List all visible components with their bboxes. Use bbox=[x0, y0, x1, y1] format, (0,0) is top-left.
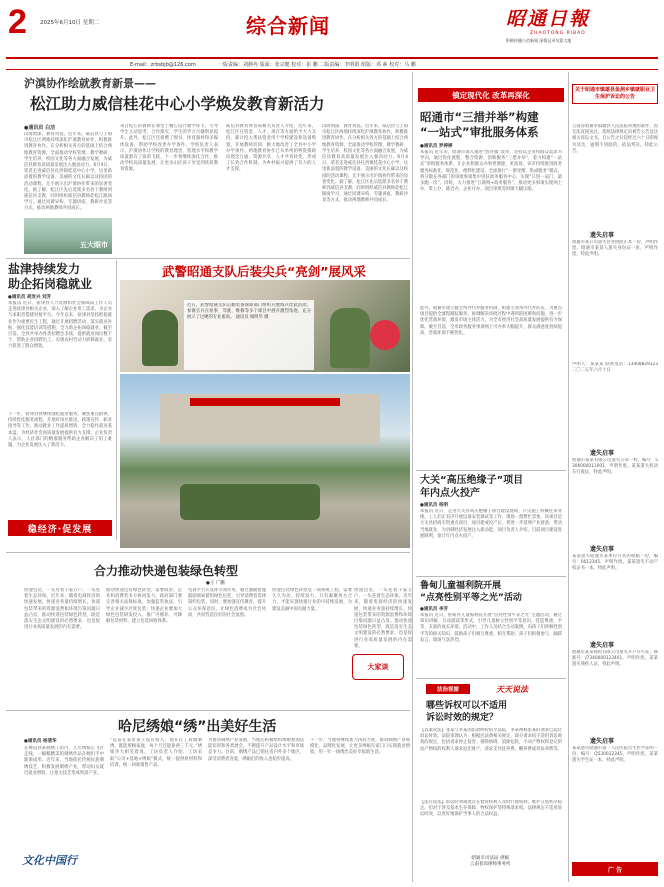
notice5-title: 遗失启事 bbox=[590, 546, 615, 553]
notice5-body: 某某遗失昭通市某单位开具的收据一份，编号：0012345，声明作废。某某遗失不动产权证书一本，特此声明。 bbox=[572, 554, 658, 572]
sidebar-byline: ●通讯员 胡发兴 刘芳 bbox=[8, 295, 52, 300]
hani-col4: 下一步，当地将继续加大扶持力度，推动刺绣产业规模化、品牌化发展，让更多绣娘在家门口实现就业增收，用一针一线绣出美好幸福新生活。 bbox=[310, 738, 410, 756]
sidebar-headline bbox=[8, 262, 116, 292]
article1-photo bbox=[24, 218, 112, 254]
right-banner bbox=[418, 88, 564, 102]
notice7-title: 遗失启事 bbox=[590, 738, 615, 745]
email-line: E-mail：zrbsbjb@126.com bbox=[130, 62, 196, 68]
masthead-rule bbox=[6, 57, 658, 59]
daguan-body: 本报讯 近日，走进大关县高压绝缘子项目建设现场，只见施工机械往来穿梭，工人们正有序开展设备安装调试等工作，现场一派繁忙景象。该项目是大关县招商引资重点项目，项目建成投产后，将进一步延伸产业链条，带动当地就业，为县域经济发展注入新动能。项目负责人介绍，目前项目建设进展顺利，预计年内点火投产。 bbox=[420, 509, 562, 539]
ludian-headline: 鲁甸儿童福利院开展 “点亮性别平等之光”活动 bbox=[420, 581, 522, 603]
article1-body-col2: 来自松江的教师在课堂上精心设计教学环节，引导学生主动思考、合作探究，学生的学习兴趣明显提升。此外，松江区还捐赠了图书、体育器材和多媒体设备，帮助学校改善办学条件。学校负责人表示，沪滇协作让学校的教育理念、管理水平和教学质量都有了质的飞跃，下一步将继续深化合作，推动学校高质量发展，让更多山区孩子享受到优质教育资源。 bbox=[120, 124, 218, 173]
law-source: 昭通市司法局 供稿 云南普洱律师事务所 bbox=[470, 856, 511, 867]
soldier-figure-2 bbox=[330, 308, 370, 368]
credits-line: 一版责编：刘静冉 版面：张宗健 校对：崔 鹏 二版责编：李明娟 组版：邓 素 校对：马 鹏 bbox=[218, 62, 416, 68]
notice6-body: 昭通市某某商贸有限公司遗失开户许可证，核准号：J7340000123401，声明作废。某某遗失残疾人证，特此声明。 bbox=[572, 650, 658, 668]
photo-feature-image-bottom bbox=[120, 374, 410, 548]
issue-date: 2025年6月10日 星期二 bbox=[40, 20, 100, 26]
culture-logo: 文化中国行 bbox=[22, 854, 77, 867]
building-sign bbox=[190, 398, 340, 406]
notice7-body: 某某遗失昭通市第一人民医院出生医学证明一份，编号：Q530012345，声明作废。某某遗失学生证一本，特此声明。 bbox=[572, 746, 658, 764]
photo-feature-caption bbox=[184, 300, 314, 370]
law-tag-text: 法治视窗 bbox=[436, 687, 459, 693]
sidebar-banner bbox=[8, 520, 112, 536]
ludian-body: 本报讯 近日，鲁甸县儿童福利院开展“点亮性别平等之光”主题活动，通过知识讲解、互动游戏等形式，引导儿童树立性别平等意识，营造尊重、平等、友爱的成长环境。活动中，工作人员结合生动案例，向孩子们讲解性别平等的相关知识，鼓励孩子们相互尊重、相互帮助，孩子们积极参与、踊跃发言，现场气氛热烈。 bbox=[420, 613, 562, 643]
express-col5: 快递包装，一头连着千家万户，一头连着生态环保。近年来，随着电商经济的快速发展，快递业务量持续增长，快递包装带来的资源浪费和环境污染问题日益凸显。推动快递包装绿色转型，既是落实生态文明建设的必然要求，也是促进行业高质量发展的内在需要。 bbox=[354, 588, 412, 649]
approval-body2: 此外，昭通市建立健全帮办代办服务机制，组建专业帮办代办队伍，为重点项目提供全流程跟踪服务，协调解决审批过程中遇到的困难和问题，进一步优化营商环境，激发市场主体活力，为全市经济社会高质量发展提供有力保障。截至目前，全市政务服务事项网上可办率大幅提升，群众满意度持续提高，营商环境不断优化。 bbox=[420, 306, 562, 336]
law-tag bbox=[426, 684, 470, 694]
masthead-thin-rule bbox=[6, 69, 658, 70]
sidebar-banner-text: 稳经济·促发展 bbox=[27, 524, 93, 535]
hani-headline: 哈尼绣娘“绣”出美好生活 bbox=[118, 719, 277, 735]
express-col1: 快递包装，一头连着千家万户，一头连着生态环保。近年来，随着电商经济的快速发展，快递业务量持续增长，快递包装带来的资源浪费和环境污染问题日益凸显。推动快递包装绿色转型，既是落实生态文明建设的必然要求，也是促进行业高质量发展的内在需要。 bbox=[24, 588, 100, 631]
express-col2: 推动快递包装绿色转型，需要政府、企业和消费者多方协同发力。政府部门要完善相关法规标准，加强监管执法，引导企业减少过度包装；快递企业要加大绿色包装研发投入，推广可循环、可降解包装材料，建立包装回收体系。 bbox=[106, 588, 182, 625]
article1-kicker: 沪滇协作绘就教育新景—— bbox=[24, 77, 156, 90]
main-right-divider bbox=[412, 72, 413, 882]
notice1-body: 云南省昭通市镇雄县人民法院审理的案件，因无法直接送达，依照法律规定向被告公告送达相关诉讼文书。自公告之日起经过六十日即视为送达，逾期不到庭的，依法判决。特此公告。 bbox=[572, 124, 658, 154]
vehicle-shape bbox=[180, 484, 320, 520]
approval-byline: ●通讯员 罗婷婷 bbox=[420, 144, 453, 149]
sidebar-headline-text: 盐津持续发力 助企拓岗稳就业 bbox=[8, 262, 93, 291]
page-number: 2 bbox=[8, 3, 27, 41]
article1-body: 山海情深，教育筑基。近年来，威信县与上海市松江区两地持续深化沪滇教育协作，积极推进教育协作。在分析相关各方的基础上结合两地教育资源，全面推动学校管理、教学教研、学生培养、校园文化等各方面融合发展，为威信县教育高质量发展注入强劲动力。6月4日，笔者走进威信县扎西镇桂花中心小学，这里新添置的教学设备、美丽的文化长廊以及校园的活动课程，无不展示出沪滇协作带来的显著变化。据了解，松江区先后选派多名骨干教师到威信县支教，同时组织威信县教师赴松江跟岗学习，通过同课异构、专题讲座、教研沙龙等方式，推动两地教师共同成长。 bbox=[24, 132, 112, 212]
article1-body-col4: 山海情深，教育筑基。近年来，威信县与上海市松江区两地持续深化沪滇教育协作，积极推进教育协作。在分析相关各方的基础上结合两地教育资源，全面推动学校管理、教学教研、学生培养、校园文化等各方面融合发展，为威信县教育高质量发展注入强劲动力。6月4日，笔者走进威信县扎西镇桂花中心小学，这里新添置的教学设备、美丽的文化长廊以及校园的活动课程，无不展示出沪滇协作带来的显著变化。据了解，松江区先后选派多名骨干教师到威信县支教，同时组织威信县教师赴松江跟岗学习，通过同课异构、专题讲座、教研沙龙等方式，推动两地教师共同成长。 bbox=[322, 124, 408, 204]
hani-col3: 为推动刺绣产业发展，当地还积极组织绣娘参加技能培训和各类展会，不断提升产品设计水平和市场竞争力。目前，刺绣产品已销往省内外多个地区，深受消费者喜爱，绣娘们的收入也稳步提高。 bbox=[208, 738, 304, 762]
section-title: 综合新闻 bbox=[246, 14, 330, 38]
paper-name: 昭通日報 bbox=[506, 8, 591, 30]
notice4-title: 遗失启事 bbox=[590, 450, 615, 457]
article1-headline: 松江助力威信桂花中心小学焕发教育新活力 bbox=[30, 95, 325, 113]
notice2-body: 昭通市某公司遗失营业执照正本一份，声明作废。昭通市某某人遗失身份证一张，声明作废。特此声明。 bbox=[572, 240, 658, 258]
photo-feature-caption-text: 近日，武警昭通支队后勤装备保障部门组织开展练兵比武活动，参赛官兵在炊事、驾驶、维修等多个课目中展开激烈角逐，充分展示了过硬的专业素质。 通讯员 闻明华 摄 bbox=[187, 303, 311, 321]
dajiatan-stamp bbox=[352, 654, 404, 680]
dajiatan-stamp-text: 大家谈 bbox=[367, 663, 389, 671]
far-right-divider bbox=[568, 72, 569, 882]
article1-bottom-rule bbox=[6, 258, 410, 259]
article1-byline: ●通讯员 白洁 bbox=[24, 125, 56, 131]
paper-tagline: 积极传播公信新闻 深情记录乌蒙大地 bbox=[506, 38, 572, 43]
ludian-byline: ●通讯员 李芳 bbox=[420, 607, 448, 612]
ludian-bottom-rule bbox=[416, 678, 566, 679]
ad-label-text: 广 告 bbox=[607, 866, 623, 874]
hani-col1: 在彝良县某刺绣工坊内，几名绣娘正飞针走线，一幅幅精美的刺绣作品在她们手中渐渐成形。近年来，当地依托传统民族刺绣技艺，积极发展刺绣产业，带动妇女就近就业增收，让指尖技艺变成致富产业。 bbox=[24, 746, 104, 776]
notice2-title: 遗失启事 bbox=[590, 232, 615, 239]
notice4-body: 昭通市某某有限公司遗失公章一枚，编号：5306000011001，声明作废。某某遗失机动车行驶证，特此声明。 bbox=[572, 458, 658, 476]
article1-photo-label: 五大眼市 bbox=[80, 241, 108, 249]
photo-feature-headline: 武警昭通支队后装尖兵“亮剑”展风采 bbox=[162, 264, 366, 279]
hani-byline: ●通讯员 杨清华 bbox=[24, 739, 57, 744]
approval-bottom-rule bbox=[416, 470, 566, 471]
notice1 bbox=[572, 84, 658, 104]
soldier-figure-1 bbox=[142, 310, 178, 366]
express-bottom-rule bbox=[6, 710, 410, 711]
hani-col2: “以前在家带孩子没有收入，现在在工坊做刺绣，既能照顾家庭，每个月还能挣两三千元。”绣娘李大姐笑着说。工坊负责人介绍，工坊采取“公司+基地+绣娘”模式，统一提供原材料和培训，统一回收销售产品。 bbox=[110, 738, 202, 768]
notice3-body: 声明人：某某某 联系电话：13408829123 二〇二五年六月十日 bbox=[572, 362, 658, 374]
approval-headline: 昭通市“三措并举”构建 “一站式”审批服务体系 bbox=[420, 110, 539, 139]
law-body: 【以案说法】张某与李某因借款纠纷诉至法院，李某辩称张某的请求已超过诉讼时效。法院审理认为，根据民法典相关规定，部分请求权不适用诉讼时效的规定，包括请求停止侵害、排除妨碍、消除危险，不动产物权和登记的动产物权的权利人请求返还财产，请求支付抚养费、赡养费或者扶养费等。 bbox=[420, 728, 562, 752]
sidebar-body: 本报讯 近日，盐津县人力资源和社会保障局工作人员走进盐津县相关企业，深入了解企业用工需求，为企业与求职者搭建对接平台。今年以来，盐津县坚持把稳就业作为重要民生工程，通过开展招聘活动、落实就业补贴、强化技能培训等措施，全力助企拓岗稳就业。截至目前，全县共举办各类招聘会多场，提供就业岗位数千个，帮助企业招聘员工，实现农村劳动力转移就业，有力促进了群众增收。 bbox=[8, 301, 112, 350]
ad-label bbox=[572, 862, 658, 876]
feature-bottom-rule bbox=[6, 552, 410, 553]
daguan-headline: 大关“高压绝缘子”项目 年内点火投产 bbox=[420, 475, 524, 499]
sidebar-body2: 下一步，盐津县将继续强化就业服务，聚焦重点群体，持续优化服务流程，开展好岗位推送、政策宣传、职业指导等工作，推动就业工作提质增效，全力稳住就业基本盘，为经济社会高质量发展提供有力支撑。企业负责人表示，人社部门的精准服务帮助企业解决了用工难题，为企业发展注入了新活力。 bbox=[8, 412, 112, 449]
pot-shape bbox=[370, 320, 400, 350]
right-banner-text: 镇定现代化 改革再深化 bbox=[452, 90, 530, 100]
daguan-byline: ●通讯员 杨明 bbox=[420, 503, 448, 508]
express-col4: 快递包装绿色转型是一项系统工程，需要久久为功、持续发力。只有凝聚各方合力，才能实现快递行业的可持续发展，为建设美丽中国贡献力量。 bbox=[272, 588, 352, 612]
daguan-bottom-rule bbox=[416, 576, 566, 577]
law-headline: 哪些诉权可以不适用 诉讼时效的规定？ bbox=[426, 701, 508, 723]
law-tag2: 天天说法 bbox=[496, 685, 528, 694]
notice1-title: 关于昭通市镇雄县鱼洞乡镇就职业卫生保护诉讼的公告 bbox=[575, 87, 656, 100]
express-byline: ●王 广鹏 bbox=[206, 581, 225, 586]
paper-pinyin: ZHAOTONG RIBAO bbox=[530, 31, 586, 36]
express-headline: 合力推动快递包装绿色转型 bbox=[94, 564, 239, 578]
notice6-title: 遗失启事 bbox=[590, 642, 615, 649]
law-body2: 【法官说法】诉讼时效制度旨在督促权利人及时行使权利，维护交易秩序稳定。但对于涉及基本生存保障、物权保护等特殊请求权，法律规定不适用诉讼时效，以更好地保护当事人的合法权益。 bbox=[420, 800, 562, 818]
article1-body-col3: 威信县教育体育局相关负责人介绍，近年来，松江区在资金、人才、项目等方面给予大力支持，累计投入帮扶资金用于学校建设和设备购置，开展教师培训，极大地改善了全县中小学办学条件。两地教育协作已从单纯的物资援助向理念互通、资源共享、人才共育转变，形成了长效合作机制，为乡村振兴提供了有力的人才支撑。 bbox=[226, 124, 316, 173]
express-col3: 电商平台应发挥引领作用，通过激励措施鼓励商家使用绿色包装，引导消费者选择简约包装。同时，要加强宣传教育，提升公众环保意识，让绿色消费成为社会风尚，共同营造良好的社会氛围。 bbox=[188, 588, 266, 618]
sidebar-divider bbox=[116, 260, 117, 540]
paper-logo bbox=[506, 4, 622, 44]
approval-body: 本报讯 近年来，昭通市深入推进“放管服”改革，坚持以企业和群众需求为导向，通过优化流程、整合资源、创新服务“三措并举”，着力构建“一站式”审批服务体系，让企业和群众办事更便捷、更高效。该市持续推进政务服务标准化、规范化、便利化建设，全面推行“一窗受理、集成服务”模式，将分散在各部门的审批事项集中进驻政务服务中心，实现“只进一扇门、最多跑一次”。同时，大力推进“互联网+政务服务”，推动更多事项实现网上办、掌上办、就近办，企业开办、项目审批等时限大幅压缩。 bbox=[420, 150, 562, 193]
